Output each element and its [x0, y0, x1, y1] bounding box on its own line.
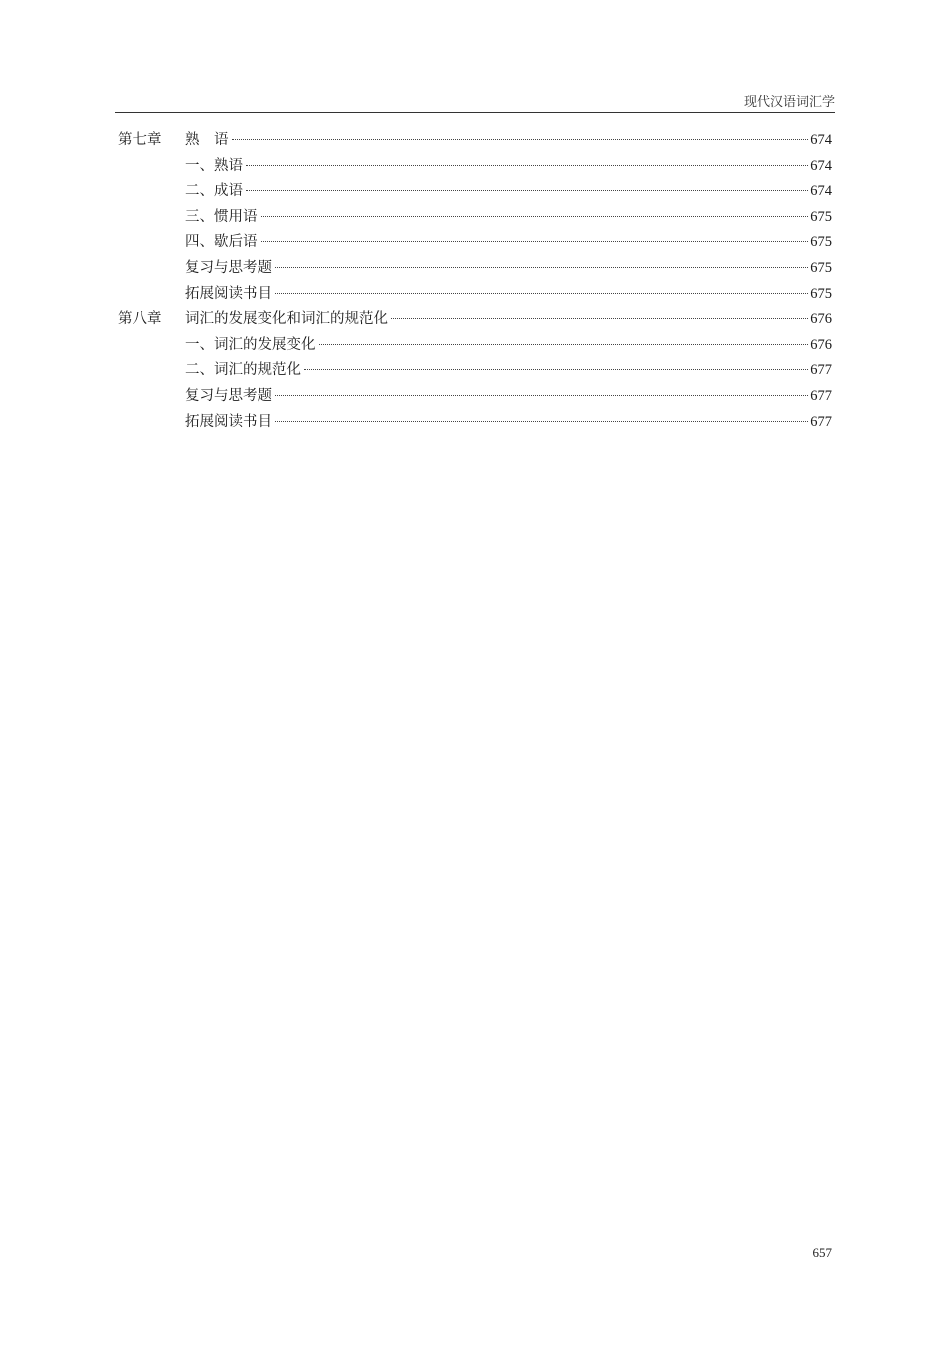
- toc-page-number: 675: [810, 259, 832, 276]
- toc-entry[interactable]: [118, 205, 832, 231]
- toc-page-number: 674: [810, 132, 832, 148]
- toc-entry[interactable]: [118, 230, 832, 256]
- toc-entry[interactable]: [118, 358, 832, 384]
- toc-chapter-label: 第七章: [118, 132, 162, 148]
- dot-leader: [275, 266, 808, 268]
- toc-entry[interactable]: [118, 154, 832, 180]
- dot-leader: [261, 215, 809, 217]
- toc-entry-title: 三、惯用语: [185, 208, 258, 225]
- dot-leader: [391, 317, 808, 319]
- book-title: 现代汉语词汇学: [743, 95, 835, 110]
- toc-entry-title: 一、熟语: [185, 157, 243, 174]
- toc-chapter-label: 第八章: [118, 311, 162, 328]
- toc-page-number: 677: [810, 413, 832, 430]
- dot-leader: [261, 240, 809, 242]
- toc-entry[interactable]: [118, 307, 832, 333]
- toc-entry-title: 词汇的发展变化和词汇的规范化: [185, 311, 388, 328]
- toc-page-number: 675: [810, 234, 832, 251]
- table-of-contents: [118, 128, 832, 435]
- dot-leader: [319, 343, 809, 345]
- running-header: [115, 88, 835, 113]
- toc-entry[interactable]: [118, 384, 832, 410]
- toc-entry[interactable]: [118, 410, 832, 436]
- page-number: 657: [812, 1245, 832, 1260]
- toc-page-number: 677: [810, 362, 832, 379]
- toc-entry-title: 拓展阅读书目: [185, 413, 272, 430]
- toc-entry-title: 二、词汇的规范化: [185, 362, 301, 379]
- toc-entry-title: 二、成语: [185, 183, 243, 200]
- toc-entry-title: 熟 语: [185, 132, 229, 148]
- dot-leader: [275, 394, 808, 396]
- toc-entry[interactable]: [118, 128, 832, 154]
- toc-entry[interactable]: [118, 179, 832, 205]
- toc-page-number: 674: [810, 157, 832, 174]
- toc-entry[interactable]: [118, 282, 832, 308]
- toc-page-number: 676: [810, 311, 832, 328]
- dot-leader: [246, 189, 808, 191]
- toc-page-number: 676: [810, 336, 832, 353]
- toc-page-number: 674: [810, 183, 832, 200]
- toc-entry-title: 一、词汇的发展变化: [185, 336, 316, 353]
- toc-entry-title: 复习与思考题: [185, 259, 272, 276]
- toc-entry-title: 拓展阅读书目: [185, 285, 272, 302]
- toc-entry-title: 四、歇后语: [185, 234, 258, 251]
- toc-entry[interactable]: [118, 256, 832, 282]
- toc-entry[interactable]: [118, 333, 832, 359]
- dot-leader: [275, 292, 808, 294]
- dot-leader: [275, 420, 808, 422]
- toc-entry-title: 复习与思考题: [185, 387, 272, 404]
- toc-page-number: 675: [810, 285, 832, 302]
- toc-page-number: 675: [810, 208, 832, 225]
- dot-leader: [246, 164, 808, 166]
- dot-leader: [304, 368, 808, 370]
- toc-page-number: 677: [810, 387, 832, 404]
- dot-leader: [232, 138, 809, 140]
